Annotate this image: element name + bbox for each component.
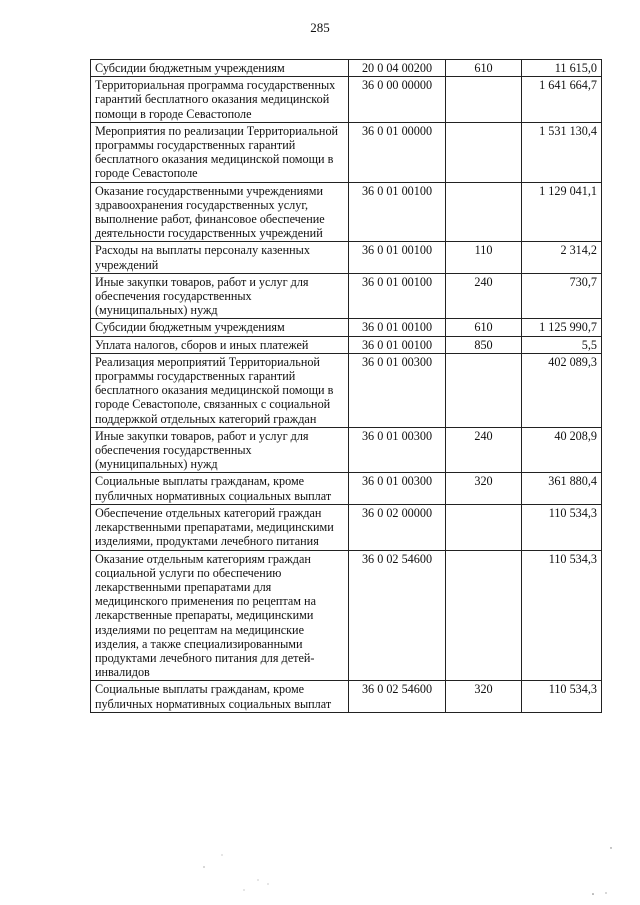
expense-type-cell — [446, 182, 522, 242]
expense-name-cell: Иные закупки товаров, работ и услуг для обеспечения государственных (муниципальных) нужд — [91, 427, 349, 473]
amount-cell: 1 125 990,7 — [522, 319, 602, 336]
budget-table-body — [91, 60, 602, 713]
target-article-code-cell: 36 0 02 54600 — [349, 681, 446, 712]
expense-type-cell — [446, 77, 522, 123]
amount-cell: 361 880,4 — [522, 473, 602, 504]
target-article-code-cell: 36 0 01 00300 — [349, 427, 446, 473]
amount-cell: 5,5 — [522, 336, 602, 353]
amount-cell: 1 531 130,4 — [522, 122, 602, 182]
table-row — [91, 273, 602, 319]
expense-type-cell: 320 — [446, 473, 522, 504]
target-article-code-cell: 36 0 01 00000 — [349, 122, 446, 182]
table-row — [91, 504, 602, 550]
table-row — [91, 60, 602, 77]
expense-name-cell: Территориальная программа государственных гарантий бесплатного оказания медицинской помощи в городе Севастополе — [91, 77, 349, 123]
expense-type-cell: 610 — [446, 319, 522, 336]
target-article-code-cell: 36 0 02 54600 — [349, 550, 446, 681]
amount-cell: 110 534,3 — [522, 681, 602, 712]
target-article-code-cell: 36 0 01 00300 — [349, 353, 446, 427]
table-row — [91, 473, 602, 504]
expense-type-cell: 320 — [446, 681, 522, 712]
amount-cell: 40 208,9 — [522, 427, 602, 473]
expense-name-cell: Уплата налогов, сборов и иных платежей — [91, 336, 349, 353]
target-article-code-cell: 20 0 04 00200 — [349, 60, 446, 77]
table-row — [91, 336, 602, 353]
table-row — [91, 681, 602, 712]
amount-cell: 1 641 664,7 — [522, 77, 602, 123]
table-row — [91, 550, 602, 681]
expense-type-cell: 240 — [446, 427, 522, 473]
expense-name-cell: Мероприятия по реализации Территориальной программы государственных гарантий бесплатного оказания медицинской помощи в городе Севастополе — [91, 122, 349, 182]
table-row — [91, 427, 602, 473]
expense-type-cell — [446, 550, 522, 681]
expense-name-cell: Социальные выплаты гражданам, кроме публичных нормативных социальных выплат — [91, 681, 349, 712]
target-article-code-cell: 36 0 01 00100 — [349, 273, 446, 319]
expense-type-cell — [446, 122, 522, 182]
expense-name-cell: Субсидии бюджетным учреждениям — [91, 60, 349, 77]
table-row — [91, 182, 602, 242]
target-article-code-cell: 36 0 01 00100 — [349, 182, 446, 242]
expense-name-cell: Расходы на выплаты персоналу казенных учреждений — [91, 242, 349, 273]
amount-cell: 110 534,3 — [522, 550, 602, 681]
target-article-code-cell: 36 0 01 00100 — [349, 242, 446, 273]
table-row — [91, 77, 602, 123]
table-row — [91, 353, 602, 427]
target-article-code-cell: 36 0 02 00000 — [349, 504, 446, 550]
expense-name-cell: Субсидии бюджетным учреждениям — [91, 319, 349, 336]
expense-type-cell: 240 — [446, 273, 522, 319]
amount-cell: 402 089,3 — [522, 353, 602, 427]
expense-name-cell: Реализация мероприятий Территориальной программы государственных гарантий бесплатного оказания медицинской помощи в городе Севастополе, связанных с социальной поддержкой отдельных категорий граждан — [91, 353, 349, 427]
expense-name-cell: Социальные выплаты гражданам, кроме публичных нормативных социальных выплат — [91, 473, 349, 504]
expense-type-cell: 110 — [446, 242, 522, 273]
table-row — [91, 242, 602, 273]
page-number: 285 — [310, 20, 330, 35]
expense-name-cell: Иные закупки товаров, работ и услуг для обеспечения государственных (муниципальных) нужд — [91, 273, 349, 319]
table-row — [91, 319, 602, 336]
amount-cell: 730,7 — [522, 273, 602, 319]
target-article-code-cell: 36 0 01 00300 — [349, 473, 446, 504]
expense-type-cell: 610 — [446, 60, 522, 77]
budget-table — [90, 59, 602, 713]
expense-type-cell — [446, 353, 522, 427]
expense-type-cell: 850 — [446, 336, 522, 353]
amount-cell: 110 534,3 — [522, 504, 602, 550]
amount-cell: 2 314,2 — [522, 242, 602, 273]
amount-cell: 1 129 041,1 — [522, 182, 602, 242]
amount-cell: 11 615,0 — [522, 60, 602, 77]
target-article-code-cell: 36 0 01 00100 — [349, 319, 446, 336]
expense-name-cell: Оказание государственными учреждениями здравоохранения государственных услуг, выполнение работ, финансовое обеспечение деятельности государственных учреждений — [91, 182, 349, 242]
expense-name-cell: Оказание отдельным категориям граждан социальной услуги по обеспечению лекарственными препаратами для медицинского применения по рецептам на лекарственные препараты, медицинскими изделиями по рецептам на медицинские изделия, а также специализированными продуктами лечебного питания для детей-инвалидов — [91, 550, 349, 681]
target-article-code-cell: 36 0 00 00000 — [349, 77, 446, 123]
table-row — [91, 122, 602, 182]
expense-name-cell: Обеспечение отдельных категорий граждан лекарственными препаратами, медицинскими изделиями, продуктами лечебного питания — [91, 504, 349, 550]
target-article-code-cell: 36 0 01 00100 — [349, 336, 446, 353]
expense-type-cell — [446, 504, 522, 550]
